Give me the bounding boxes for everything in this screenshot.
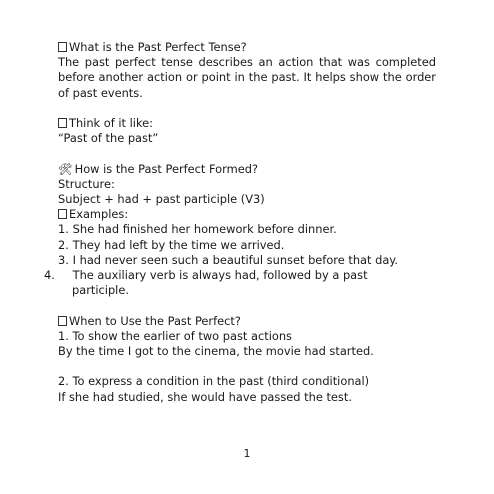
section-what-heading (58, 40, 436, 55)
use-2-example: If she had studied, she would have passed the test. (58, 389, 352, 404)
document-body (44, 40, 436, 405)
heading-text: What is the Past Perfect Tense? (69, 40, 247, 54)
list-item: 4. The auxiliary verb is always had, followed by a past participle. (44, 268, 368, 298)
section-think-heading (58, 116, 436, 131)
tools-icon: 🛠 (58, 161, 73, 176)
structure-formula: Subject + had + past participle (V3) (58, 192, 265, 206)
missing-glyph-icon (58, 118, 67, 128)
list-item: 3. I had never seen such a beautiful sunset before that day. (58, 252, 399, 267)
heading-text: When to Use the Past Perfect? (69, 313, 241, 328)
examples-list (44, 222, 436, 298)
missing-glyph-icon (58, 316, 67, 326)
section-formed-heading (58, 162, 436, 177)
heading-text: Think of it like: (69, 116, 153, 130)
missing-glyph-icon (58, 209, 67, 219)
use-2-label: 2. To express a condition in the past (third conditional) (58, 374, 370, 389)
page-number: 1 (243, 447, 251, 460)
structure-label: Structure: (58, 176, 115, 191)
examples-heading (58, 207, 436, 222)
list-item: 1. She had finished her homework before dinner. (58, 222, 337, 237)
past-of-past-quote: “Past of the past” (58, 131, 159, 146)
list-item: 2. They had left by the time we arrived. (58, 237, 285, 252)
heading-text: How is the Past Perfect Formed? (74, 161, 258, 176)
use-1-example: By the time I got to the cinema, the movie had started. (58, 344, 374, 359)
examples-label: Examples: (69, 207, 129, 222)
use-1-label: 1. To show the earlier of two past actions (58, 328, 292, 343)
section-when-heading (58, 314, 436, 329)
missing-glyph-icon (58, 42, 67, 52)
definition-paragraph: The past perfect tense describes an action that was completed before another action or point in the past. It helps show the order of past events. (58, 55, 436, 100)
